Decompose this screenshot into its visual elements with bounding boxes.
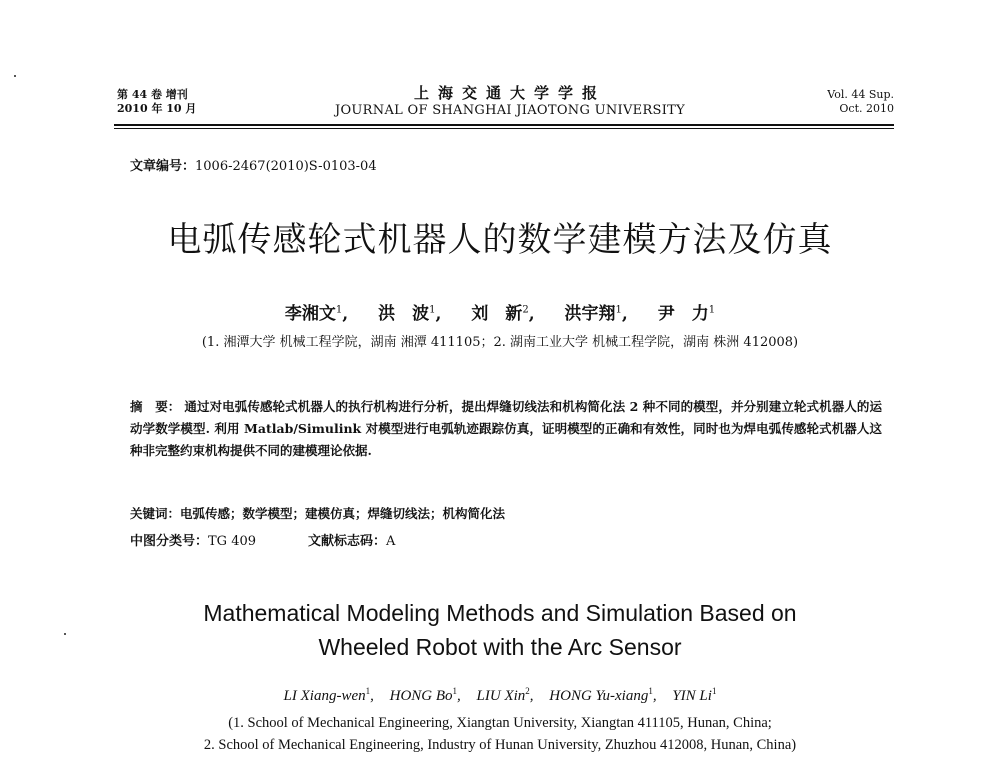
author-cn: 李湘文$^1$, <box>284 304 349 324</box>
abstract-label: 摘 要： <box>130 399 181 414</box>
affiliation-en <box>0 712 1000 756</box>
author-cn: 刘 新$^2$, <box>471 304 535 324</box>
author-en: HONG Yu-xiang$^1$, <box>549 686 657 704</box>
header-rule <box>114 124 894 126</box>
journal-name-cn: 上海交通大学学报 <box>413 84 606 102</box>
header-volume: 第 44 卷 增刊 <box>117 88 188 101</box>
header-journal <box>300 84 720 120</box>
title-en-line1: Mathematical Modeling Methods and Simulation Based on <box>203 600 797 626</box>
author-cn: 洪宇翔$^1$, <box>564 304 628 324</box>
author-en: LIU Xin$^2$, <box>476 686 534 704</box>
author-cn: 尹 力$^1$ <box>657 304 716 324</box>
title-en <box>0 596 1000 664</box>
article-number-label: 文章编号： <box>130 159 196 174</box>
article-number <box>130 155 377 174</box>
abstract-text: 通过对电弧传感轮式机器人的执行机构进行分析，提出焊缝切线法和机构简化法 2 种不同的模型，并分别建立轮式机器人的运动学数学模型. 利用 Matlab/Simulink 对模型进行电弧轨迹跟踪仿真，证明模型的正确和有效性，同时也为焊电弧传感轮式机器人这种非完整约束机构提供不同的建模理论依据. <box>130 399 882 458</box>
clc-label: 中图分类号： <box>130 534 209 549</box>
classification-line <box>130 530 395 549</box>
title-en-line2: Wheeled Robot with the Arc Sensor <box>318 634 682 660</box>
doc-code-label: 文献标志码： <box>308 534 387 549</box>
author-en: HONG Bo$^1$, <box>389 686 461 704</box>
keywords-text: 电弧传感；数学模型；建模仿真；焊缝切线法；机构简化法 <box>180 506 506 521</box>
doc-code-value: A <box>386 534 396 549</box>
header-volume-en: Vol. 44 Sup. <box>827 88 894 101</box>
authors-en <box>0 686 1000 705</box>
article-number-value: 1006-2467(2010)S-0103-04 <box>195 159 377 174</box>
clc-value: TG 409 <box>208 534 257 549</box>
authors-cn <box>0 299 1000 324</box>
header-rule-thin <box>114 128 894 129</box>
author-en: YIN Li$^1$ <box>672 686 717 704</box>
scan-speck <box>64 633 66 635</box>
title-cn: 电弧传感轮式机器人的数学建模方法及仿真 <box>167 220 833 260</box>
author-en: LI Xiang-wen$^1$, <box>283 686 374 704</box>
header-volume-info-en <box>827 88 894 116</box>
header-volume-info <box>117 88 196 116</box>
header-date: 2010 年 10 月 <box>117 102 197 115</box>
journal-name-en: JOURNAL OF SHANGHAI JIAOTONG UNIVERSITY <box>334 103 686 118</box>
affiliation-en-line2: 2. School of Mechanical Engineering, Industry of Hunan University, Zhuzhou 412008, Hunan, China) <box>203 737 797 753</box>
scan-speck <box>14 75 16 77</box>
abstract-cn <box>130 396 882 462</box>
affiliation-en-line1: (1. School of Mechanical Engineering, Xiangtan University, Xiangtan 411105, Hunan, China; <box>228 715 772 731</box>
keywords-label: 关键词： <box>130 506 181 521</box>
affiliation-cn: (1. 湘潭大学 机械工程学院，湖南 湘潭 411105；2. 湖南工业大学 机械工程学院，湖南 株洲 412008) <box>201 335 799 350</box>
header-date-en: Oct. 2010 <box>839 102 894 115</box>
author-cn: 洪 波$^1$, <box>378 304 442 324</box>
keywords-cn <box>130 504 505 522</box>
